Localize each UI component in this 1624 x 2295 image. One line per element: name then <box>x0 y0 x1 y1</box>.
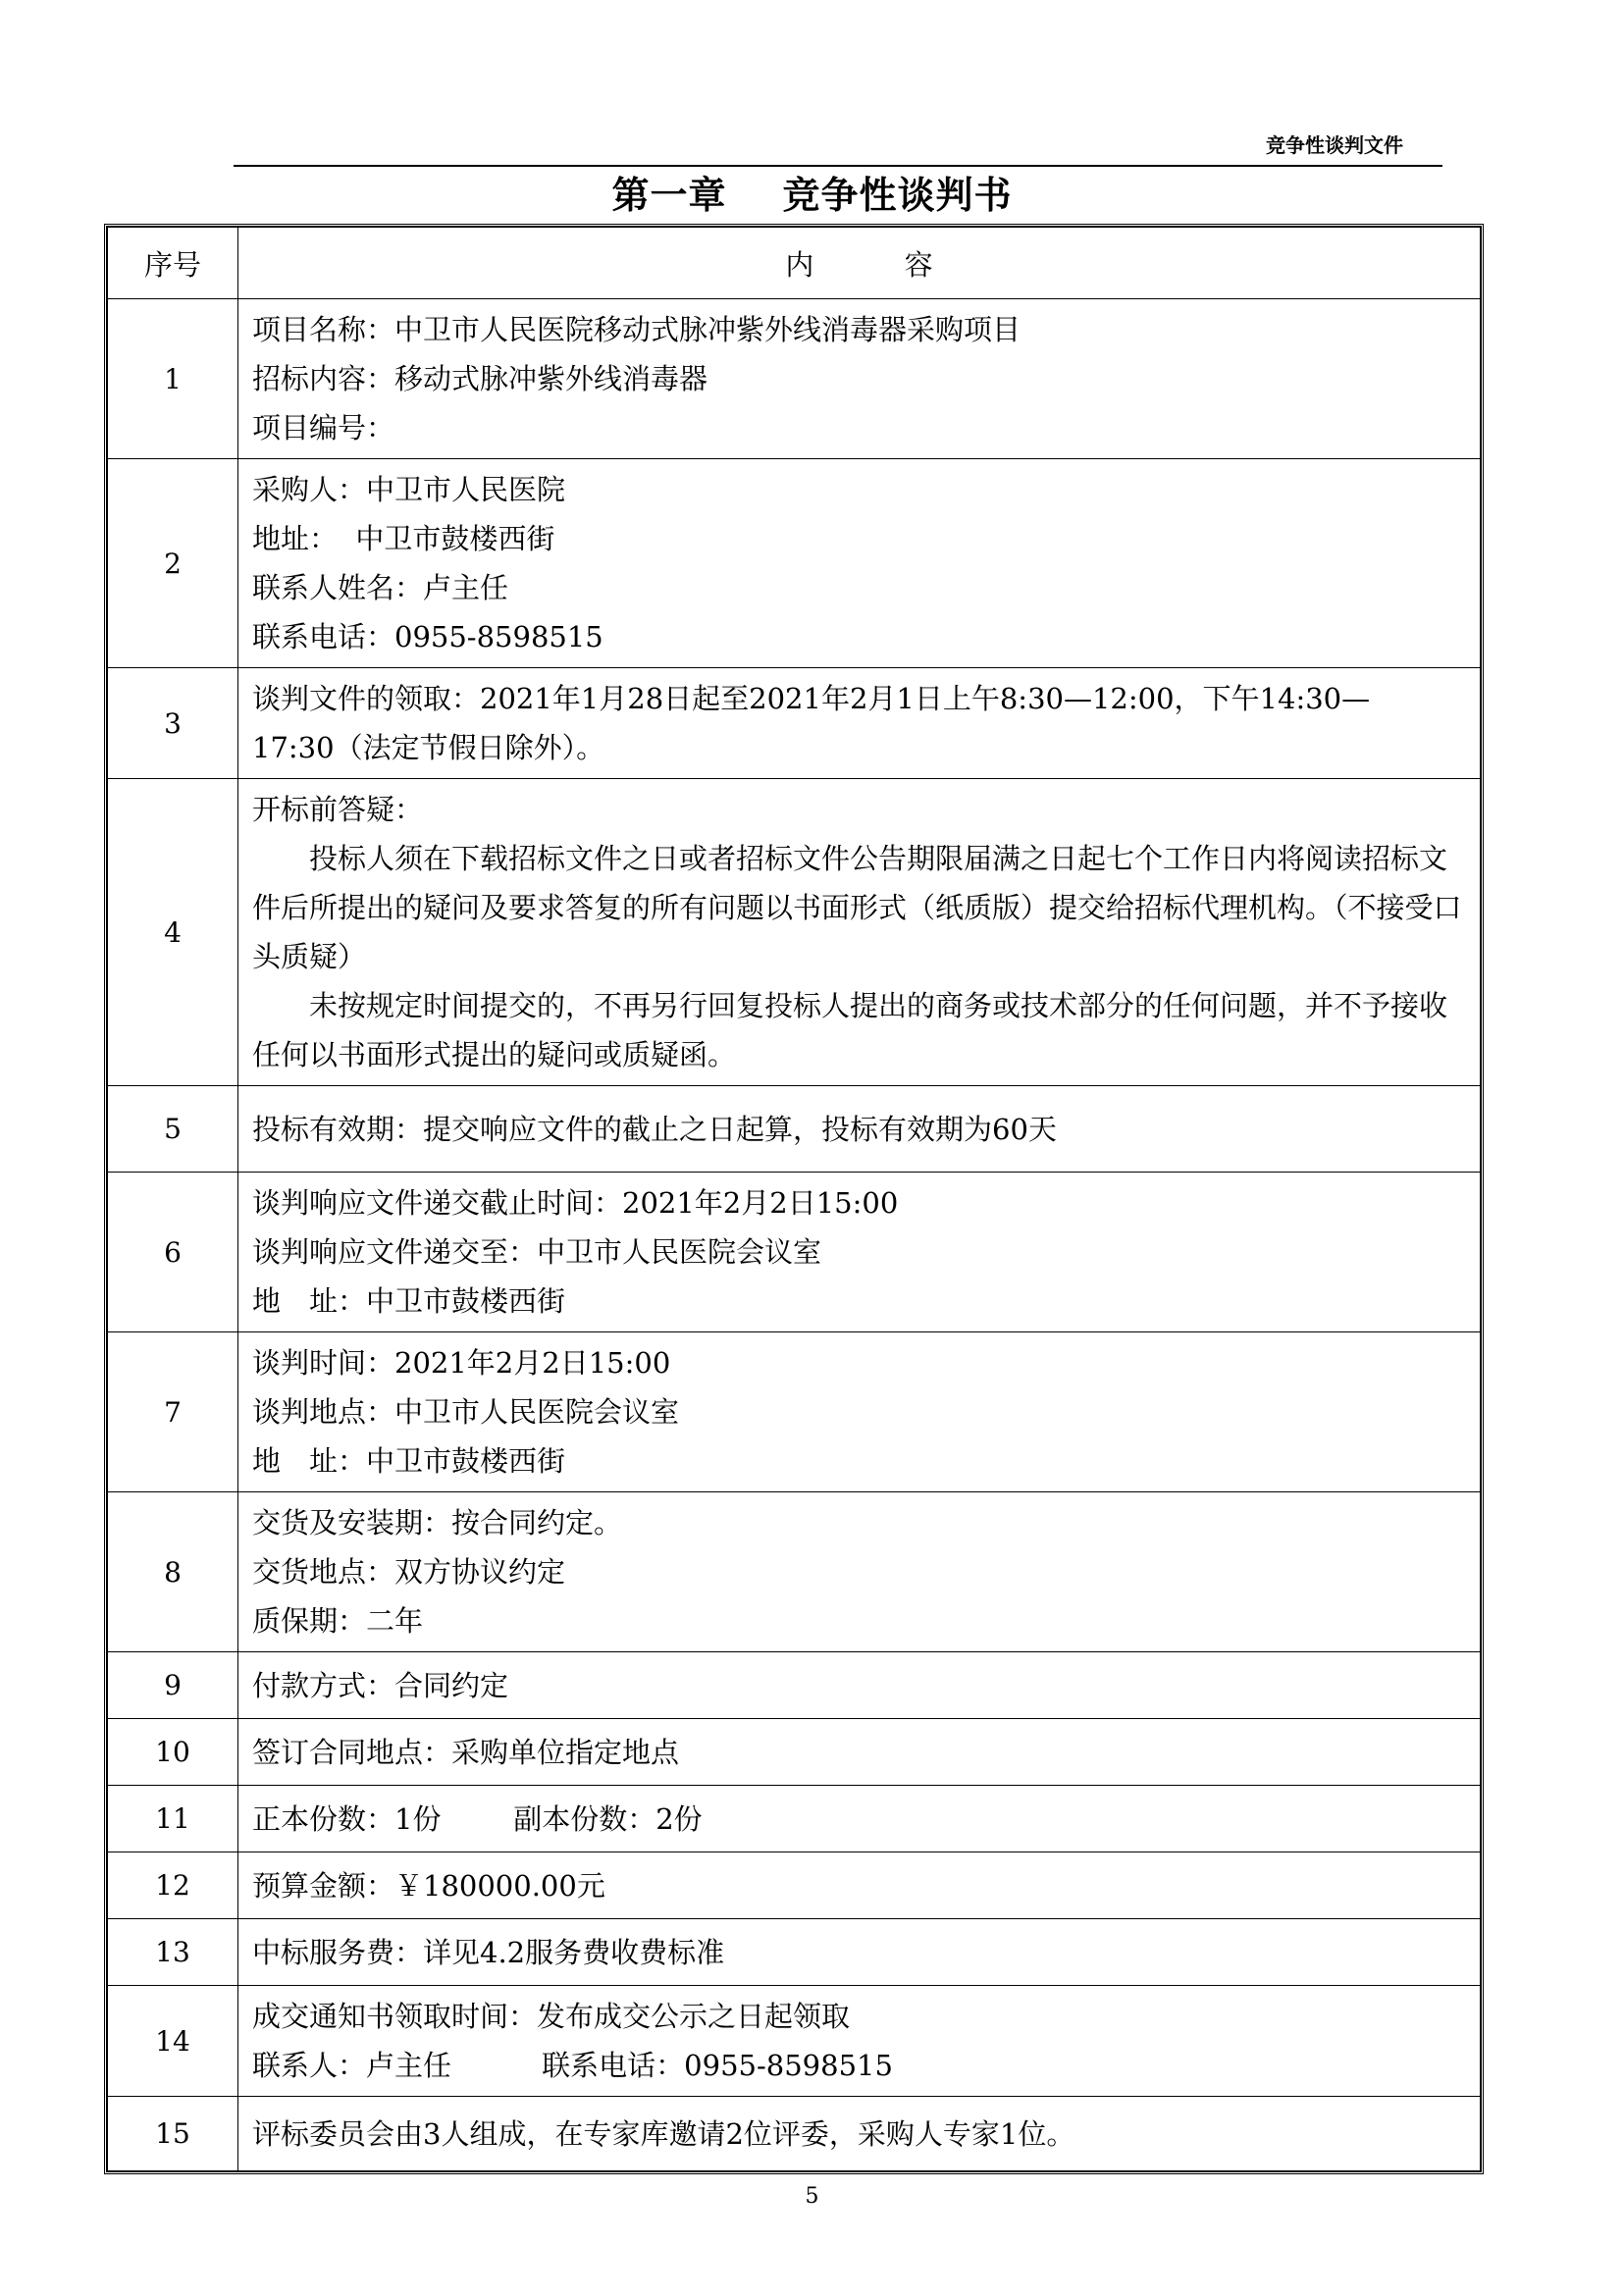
row-content-line: 谈判地点：中卫市人民医院会议室 <box>252 1395 680 1429</box>
seq-column-header: 序号 <box>108 228 238 299</box>
table-row <box>108 1919 1481 1986</box>
row-number: 8 <box>108 1492 238 1652</box>
row-number: 6 <box>108 1173 238 1332</box>
table-row <box>108 1492 1481 1652</box>
table-row <box>108 1986 1481 2097</box>
row-content-line: 谈判响应文件递交截止时间：2021年2月2日15:00 <box>252 1186 899 1220</box>
table-row <box>108 779 1481 1086</box>
row-content-line: 地 址：中卫市鼓楼西街 <box>252 1444 566 1478</box>
row-number: 5 <box>108 1086 238 1173</box>
row-number: 7 <box>108 1332 238 1492</box>
chapter-title: 第一章 竞争性谈判书 <box>611 173 1013 217</box>
row-content-line: 交货及安装期：按合同约定。 <box>252 1506 623 1539</box>
content-column-label: 内 容 <box>785 247 933 282</box>
row-number: 10 <box>108 1719 238 1786</box>
table-row <box>108 1332 1481 1492</box>
row-content-line: 地址： 中卫市鼓楼西街 <box>252 522 555 555</box>
row-content <box>238 1492 1481 1652</box>
row-content-line: 谈判时间：2021年2月2日15:00 <box>252 1346 671 1380</box>
table-row <box>108 1652 1481 1719</box>
row-content-line: 项目名称：中卫市人民医院移动式脉冲紫外线消毒器采购项目 <box>252 313 1022 346</box>
row-content-line: 联系电话：0955-8598515 <box>252 620 603 653</box>
row-content <box>238 299 1481 459</box>
table-row <box>108 1719 1481 1786</box>
row-content-line: 招标内容：移动式脉冲紫外线消毒器 <box>252 362 708 395</box>
row-content <box>238 1852 1481 1919</box>
row-number: 14 <box>108 1986 238 2097</box>
row-number: 13 <box>108 1919 238 1986</box>
table-header-row <box>108 228 1481 299</box>
row-content <box>238 779 1481 1086</box>
table-row <box>108 2097 1481 2171</box>
row-content-line: 地 址：中卫市鼓楼西街 <box>252 1284 566 1318</box>
row-number: 4 <box>108 779 238 1086</box>
row-content-line: 付款方式：合同约定 <box>252 1668 509 1702</box>
page-number: 5 <box>805 2184 819 2209</box>
row-content-line: 联系人：卢主任 联系电话：0955-8598515 <box>252 2049 893 2082</box>
row-content <box>238 1173 1481 1332</box>
table-row <box>108 459 1481 668</box>
row-content <box>238 459 1481 668</box>
row-content-line: 签订合同地点：采购单位指定地点 <box>252 1735 680 1769</box>
row-number: 12 <box>108 1852 238 1919</box>
row-content-line: 成交通知书领取时间：发布成交公示之日起领取 <box>252 2000 851 2033</box>
row-content-line: 预算金额：￥180000.00元 <box>252 1868 605 1903</box>
table-row <box>108 1852 1481 1919</box>
row-number: 9 <box>108 1652 238 1719</box>
table-row <box>108 668 1481 779</box>
row-content <box>238 1332 1481 1492</box>
row-number: 1 <box>108 299 238 459</box>
row-content-line: 评标委员会由3人组成，在专家库邀请2位评委，采购人专家1位。 <box>252 2116 1075 2151</box>
running-title: 竞争性谈判文件 <box>1266 133 1403 157</box>
table-row <box>108 1086 1481 1173</box>
row-number: 3 <box>108 668 238 779</box>
row-content <box>238 1652 1481 1719</box>
content-column-header <box>238 228 1481 299</box>
row-content <box>238 1719 1481 1786</box>
row-number: 2 <box>108 459 238 668</box>
row-content-line: 正本份数：1份 副本份数：2份 <box>252 1801 703 1836</box>
requirements-table <box>104 224 1484 2174</box>
row-content-title: 开标前答疑： <box>252 793 424 826</box>
row-content-line: 交货地点：双方协议约定 <box>252 1555 566 1589</box>
row-content-line: 质保期：二年 <box>252 1604 424 1638</box>
row-content <box>238 2097 1481 2171</box>
row-content <box>238 1919 1481 1986</box>
row-number: 11 <box>108 1786 238 1852</box>
row-content-paragraph: 投标人须在下载招标文件之日或者招标文件公告期限届满之日起七个工作日内将阅读招标文件后所提出的疑问及要求答复的所有问题以书面形式（纸质版）提交给招标代理机构。（不接受口头质疑） <box>252 842 1462 973</box>
row-content-line: 17:30（法定节假日除外）。 <box>252 731 605 764</box>
table-row <box>108 299 1481 459</box>
row-content-line: 投标有效期：提交响应文件的截止之日起算，投标有效期为60天 <box>252 1112 1057 1146</box>
row-content <box>238 1986 1481 2097</box>
table-row <box>108 1786 1481 1852</box>
row-content <box>238 668 1481 779</box>
row-content-paragraph: 未按规定时间提交的，不再另行回复投标人提出的商务或技术部分的任何问题，并不予接收任何以书面形式提出的疑问或质疑函。 <box>252 989 1448 1071</box>
row-content-line: 采购人：中卫市人民医院 <box>252 473 566 506</box>
row-content-line: 项目编号： <box>252 411 395 444</box>
row-content-line: 中标服务费：详见4.2服务费收费标准 <box>252 1935 725 1969</box>
row-content-line: 谈判文件的领取：2021年1月28日起至2021年2月1日上午8:30—12:00，下午14:30— <box>252 682 1371 715</box>
table-row <box>108 1173 1481 1332</box>
page-header <box>234 126 1442 167</box>
row-content <box>238 1086 1481 1173</box>
row-content-line: 联系人姓名：卢主任 <box>252 571 509 604</box>
row-number: 15 <box>108 2097 238 2171</box>
row-content-line: 谈判响应文件递交至：中卫市人民医院会议室 <box>252 1235 822 1269</box>
row-content <box>238 1786 1481 1852</box>
